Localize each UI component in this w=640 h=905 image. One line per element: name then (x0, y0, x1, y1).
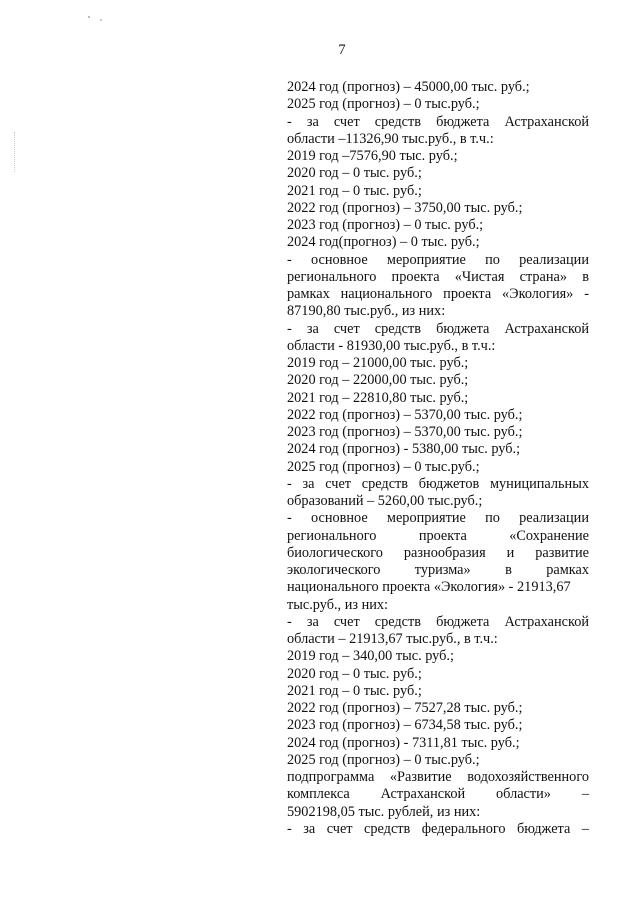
text-line (287, 614, 589, 631)
word: регионального (287, 268, 377, 285)
scan-speck (88, 16, 90, 18)
word: национального (340, 286, 433, 302)
word: счет (333, 320, 360, 337)
text-line: 2019 год – 340,00 тыс. руб.; (287, 648, 454, 665)
word: счет (333, 613, 360, 630)
word: за (306, 320, 319, 337)
word: за (302, 475, 315, 492)
word: экологического (287, 562, 381, 578)
word: бюджета (436, 613, 490, 630)
word: страна» (519, 268, 568, 285)
text-line: области - 81930,00 тыс.руб., в т.ч.: (287, 337, 496, 354)
word: за (306, 613, 319, 630)
word: основное (310, 510, 368, 527)
word: федерального (421, 820, 506, 837)
text-line (287, 286, 589, 303)
word: регионального (287, 527, 377, 544)
word: в (505, 562, 512, 578)
word: бюджета (436, 320, 490, 337)
text-line (287, 269, 589, 286)
word: подпрограмма (287, 769, 375, 785)
word: - (287, 113, 292, 130)
word: средств (361, 475, 409, 492)
word: и (506, 544, 515, 561)
word: «Развитие (389, 769, 452, 785)
word: бюджетов (418, 475, 480, 492)
word: по (485, 251, 500, 268)
word: мероприятие (386, 510, 466, 527)
word: Астраханской (380, 786, 466, 803)
word: рамках (287, 286, 330, 302)
word: бюджета (436, 113, 490, 130)
document-text-block (287, 79, 589, 838)
word: средств (364, 820, 411, 837)
scan-margin-mark (14, 132, 19, 172)
text-line: области – 21913,67 тыс.руб., в т.ч.: (287, 631, 498, 647)
text-line: тыс.руб., из них: (287, 596, 388, 613)
word: области» (496, 786, 551, 803)
page-number: 7 (338, 42, 346, 58)
word: средств (374, 320, 422, 337)
word: счет (333, 113, 360, 130)
text-line (287, 252, 589, 269)
word: - (584, 286, 589, 302)
text-line: образований – 5260,00 тыс.руб.; (287, 493, 483, 509)
word: - (287, 613, 292, 630)
text-line (287, 821, 589, 838)
word: Астраханской (504, 113, 589, 130)
text-line: 2020 год – 22000,00 тыс. руб.; (287, 372, 469, 389)
text-line: 2020 год – 0 тыс. руб.; (287, 165, 422, 182)
text-line: 2023 год (прогноз) – 6734,58 тыс. руб.; (287, 717, 523, 734)
text-line: 2025 год (прогноз) – 0 тыс.руб.; (287, 96, 480, 113)
text-line (287, 545, 589, 562)
text-line: 2024 год (прогноз) – 45000,00 тыс. руб.; (287, 79, 530, 95)
text-line: 2021 год – 0 тыс. руб.; (287, 182, 422, 199)
word: Астраханской (504, 613, 589, 630)
text-line: области –11326,90 тыс.руб., в т.ч.: (287, 130, 494, 147)
word: - (287, 475, 292, 492)
word: биологического (287, 544, 383, 561)
word: мероприятие (386, 251, 466, 268)
word: - (287, 320, 292, 337)
word: проекта (443, 286, 492, 302)
text-line: 2022 год (прогноз) – 7527,28 тыс. руб.; (287, 700, 523, 716)
text-line (287, 769, 589, 786)
word: по (485, 510, 500, 527)
word: бюджета (517, 820, 571, 837)
word: за (306, 113, 319, 130)
word: «Экология» (502, 286, 574, 302)
word: муниципальных (489, 475, 589, 492)
word: основное (310, 251, 368, 268)
word: водохозяйственного (467, 769, 589, 785)
text-line: 2022 год (прогноз) – 3750,00 тыс. руб.; (287, 199, 523, 216)
word: счет (325, 475, 352, 492)
text-line (287, 528, 589, 545)
text-line (287, 510, 589, 527)
text-line: 2023 год (прогноз) – 5370,00 тыс. руб.; (287, 424, 523, 440)
text-line: 2024 год (прогноз) - 7311,81 тыс. руб.; (287, 734, 520, 751)
word: средств (374, 113, 422, 130)
text-line: 2019 год – 21000,00 тыс. руб.; (287, 355, 469, 371)
word: - (287, 251, 292, 268)
word: разнообразия (403, 544, 486, 561)
word: рамках (546, 562, 589, 578)
word: за (303, 820, 316, 837)
word: в (582, 268, 589, 285)
text-line: 2025 год (прогноз) – 0 тыс.руб.; (287, 458, 480, 475)
text-line: 2021 год – 22810,80 тыс. руб.; (287, 389, 469, 406)
word: проекта (391, 268, 440, 285)
word: развитие (535, 544, 589, 561)
word: счет (326, 820, 353, 837)
text-line: 2023 год (прогноз) – 0 тыс. руб.; (287, 217, 484, 233)
word: - (287, 510, 292, 527)
text-line: 2025 год (прогноз) – 0 тыс.руб.; (287, 751, 480, 768)
word: реализации (519, 251, 589, 268)
word: комплекса (287, 786, 350, 803)
text-line: 2019 год –7576,90 тыс. руб.; (287, 148, 458, 164)
text-line (287, 562, 589, 579)
text-line: 2020 год – 0 тыс. руб.; (287, 665, 422, 682)
word: «Сохранение (509, 527, 589, 544)
word: реализации (519, 510, 589, 527)
word: – (581, 820, 589, 837)
text-line: национального проекта «Экология» - 21913,67 (287, 579, 571, 596)
text-line (287, 476, 589, 493)
word: - (287, 820, 292, 837)
text-line: 2024 год(прогноз) – 0 тыс. руб.; (287, 234, 480, 251)
text-line: 2022 год (прогноз) – 5370,00 тыс. руб.; (287, 406, 523, 423)
text-line: 2024 год (прогноз) - 5380,00 тыс. руб.; (287, 441, 521, 458)
word: – (581, 786, 589, 803)
word: «Чистая (454, 268, 505, 285)
word: Астраханской (504, 320, 589, 337)
word: туризма» (414, 562, 471, 578)
text-line (287, 114, 589, 131)
scan-speck (100, 19, 102, 21)
text-line (287, 321, 589, 338)
text-line: 87190,80 тыс.руб., из них: (287, 303, 446, 320)
text-line: 5902198,05 тыс. рублей, из них: (287, 803, 481, 820)
text-line (287, 786, 589, 803)
word: проекта (418, 527, 467, 544)
text-line: 2021 год – 0 тыс. руб.; (287, 682, 422, 699)
word: средств (374, 613, 422, 630)
